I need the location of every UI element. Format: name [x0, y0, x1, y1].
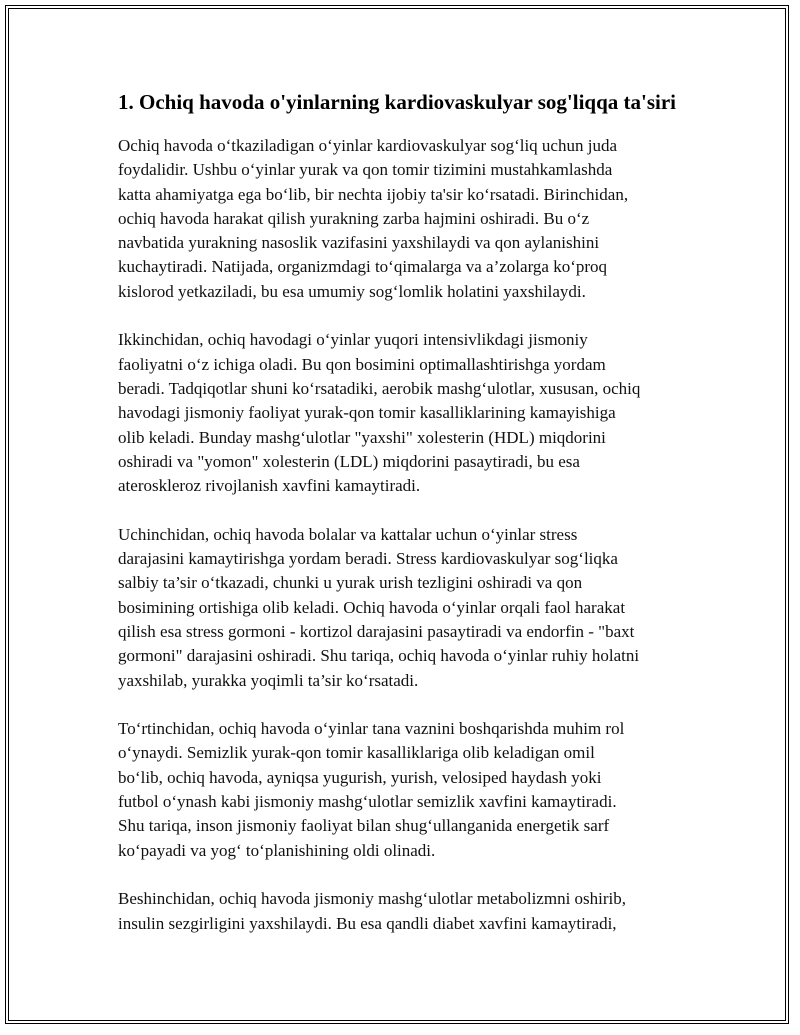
text-line: faoliyatni oʻz ichiga oladi. Bu qon bosimini optimallashtirishga yordam	[118, 354, 606, 374]
document-body	[118, 88, 688, 960]
text-line: Shu tariqa, inson jismoniy faoliyat bilan shugʻullanganida energetik sarf	[118, 816, 610, 836]
text-line: Ochiq havoda oʻtkaziladigan oʻyinlar kardiovaskulyar sogʻliq uchun juda	[118, 136, 617, 155]
section-title: 1. Ochiq havoda o'yinlarning kardiovaskulyar sog'liqqa ta'siri	[118, 90, 676, 114]
paragraph-5	[118, 887, 688, 936]
text-line: gormoni" darajasini oshiradi. Shu tariqa, ochiq havoda oʻyinlar ruhiy holatni	[118, 646, 640, 666]
text-line: Ikkinchidan, ochiq havodagi oʻyinlar yuqori intensivlikdagi jismoniy	[118, 330, 588, 350]
text-line: oshiradi va "yomon" xolesterin (LDL) miqdorini pasaytiradi, bu esa	[118, 451, 580, 471]
text-line: ochiq havoda harakat qilish yurakning zarba hajmini oshiradi. Bu oʻz	[118, 208, 590, 228]
text-line: qilish esa stress gormoni - kortizol darajasini pasaytiradi va endorfin - "baxt	[118, 621, 635, 641]
text-line: Toʻrtinchidan, ochiq havoda oʻyinlar tana vaznini boshqarishda muhim rol	[118, 719, 625, 739]
text-line: oʻynaydi. Semizlik yurak-qon tomir kasalliklariga olib keladigan omil	[118, 743, 595, 763]
paragraph-4	[118, 717, 688, 863]
text-line: Beshinchidan, ochiq havoda jismoniy mashgʻulotlar metabolizmni oshirib,	[118, 889, 627, 909]
text-line: olib keladi. Bunday mashgʻulotlar "yaxshi" xolesterin (HDL) miqdorini	[118, 427, 606, 447]
paragraph-3	[118, 523, 688, 693]
text-line: bosimining ortishiga olib keladi. Ochiq havoda oʻyinlar orqali faol harakat	[118, 597, 626, 617]
text-line: havodagi jismoniy faoliyat yurak-qon tomir kasalliklarining kamayishiga	[118, 403, 616, 423]
text-line: yaxshilab, yurakka yoqimli ta’sir koʻrsatadi.	[118, 670, 419, 690]
text-line: navbatida yurakning nasoslik vazifasini yaxshilaydi va qon aylanishini	[118, 233, 600, 253]
text-line: Uchinchidan, ochiq havoda bolalar va kattalar uchun oʻyinlar stress	[118, 524, 578, 544]
text-line: insulin sezgirligini yaxshilaydi. Bu esa qandli diabet xavfini kamaytiradi,	[118, 913, 617, 933]
text-line: katta ahamiyatga ega boʻlib, bir nechta ijobiy ta'sir koʻrsatadi. Birinchidan,	[118, 184, 629, 204]
paragraph-2	[118, 328, 688, 498]
text-line: futbol oʻynash kabi jismoniy mashgʻulotlar semizlik xavfini kamaytiradi.	[118, 792, 617, 812]
text-line: kislorod yetkaziladi, bu esa umumiy sogʻlomlik holatini yaxshilaydi.	[118, 281, 586, 301]
text-line: koʻpayadi va yogʻ toʻplanishining oldi olinadi.	[118, 840, 436, 860]
text-line: salbiy ta’sir oʻtkazadi, chunki u yurak urish tezligini oshiradi va qon	[118, 573, 583, 593]
paragraph-1	[118, 134, 688, 304]
text-line: ateroskleroz rivojlanish xavfini kamaytiradi.	[118, 476, 421, 496]
text-line: boʻlib, ochiq havoda, ayniqsa yugurish, yurish, velosiped haydash yoki	[118, 767, 602, 787]
text-line: beradi. Tadqiqotlar shuni koʻrsatadiki, aerobik mashgʻulotlar, xususan, ochiq	[118, 378, 641, 398]
text-line: foydalidir. Ushbu oʻyinlar yurak va qon tomir tizimini mustahkamlashda	[118, 160, 613, 180]
text-line: kuchaytiradi. Natijada, organizmdagi toʻqimalarga va a’zolarga koʻproq	[118, 257, 608, 277]
text-line: darajasini kamaytirishga yordam beradi. Stress kardiovaskulyar sogʻliqka	[118, 549, 618, 569]
